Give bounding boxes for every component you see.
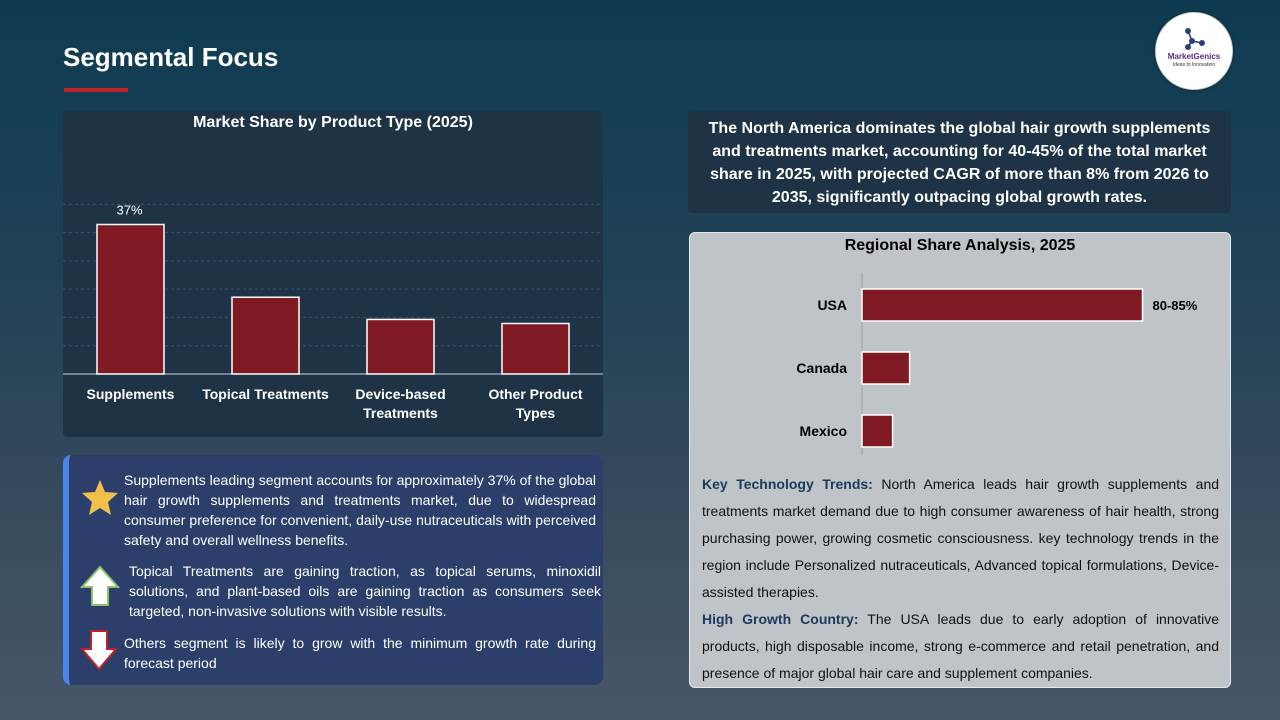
bar	[367, 319, 434, 374]
regional-chart-title: Regional Share Analysis, 2025	[844, 237, 1076, 254]
regional-share-panel	[689, 232, 1231, 688]
up-arrow-icon	[80, 565, 120, 612]
category-label: USA	[817, 297, 847, 313]
category-label: Other Product	[488, 386, 583, 402]
north-america-summary: The North America dominates the global hair growth supplements and treatments market, accounting for 40-45% of the total market share in 2025, with projected CAGR of more than 8% from 2026 to 2035, significantly outpacing global growth rates.	[688, 111, 1231, 213]
regional-notes	[702, 471, 1219, 687]
down-arrow-icon	[80, 629, 118, 676]
logo-name: MarketGenics	[1167, 52, 1221, 61]
category-label: Treatments	[363, 405, 438, 421]
network-icon	[1182, 27, 1206, 51]
trends-heading: Key Technology Trends:	[702, 476, 873, 492]
bar	[862, 352, 910, 384]
bar	[862, 415, 893, 447]
note-supplements: Supplements leading segment accounts for approximately 37% of the global hair growth supplements and treatments market, due to widespread consumer preference for convenient, daily-use nutraceuticals with perceived safety and overall wellness benefits.	[124, 472, 596, 548]
category-label: Canada	[796, 360, 847, 376]
product-type-chart-panel	[63, 111, 603, 437]
data-label: 80-85%	[1152, 298, 1198, 313]
category-label: Device-based	[355, 386, 446, 402]
segment-notes-panel	[63, 455, 603, 685]
bar	[862, 289, 1143, 321]
product-type-bar-chart	[63, 111, 603, 437]
category-label: Mexico	[799, 423, 847, 439]
logo-tagline: Ideas to Innovation	[1172, 62, 1216, 68]
note-others: Others segment is likely to grow with the minimum growth rate during forecast period	[124, 635, 596, 671]
bar	[232, 297, 299, 374]
category-label: Types	[515, 405, 556, 421]
company-logo	[1155, 12, 1233, 90]
page-title: Segmental Focus	[63, 42, 279, 72]
bar	[502, 323, 569, 374]
category-label: Topical Treatments	[202, 386, 329, 402]
data-label: 37%	[116, 202, 143, 218]
note-topical: Topical Treatments are gaining traction, as topical serums, minoxidil solutions, and plant-based oils are gaining traction as consumers seek targeted, non-invasive solutions with visible results.	[129, 563, 601, 619]
country-text: The USA leads due to early adoption of innovative products, high disposable income, strong e-commerce and retail penetration, and presence of major global hair care and supplement companies.	[702, 611, 1219, 681]
title-underline	[64, 88, 128, 92]
regional-share-bar-chart	[690, 233, 1230, 463]
category-label: Supplements	[86, 386, 175, 402]
product-chart-title: Market Share by Product Type (2025)	[193, 114, 473, 131]
trends-text: North America leads hair growth supplements and treatments market demand due to high consumer awareness of hair health, strong purchasing power, growing cosmetic consciousness. key technology trends in the region include Personalized nutraceuticals, Advanced topical formulations, Device-assisted therapies.	[702, 476, 1220, 600]
star-icon	[81, 479, 119, 522]
bar	[97, 224, 164, 374]
country-heading: High Growth Country:	[702, 611, 859, 627]
